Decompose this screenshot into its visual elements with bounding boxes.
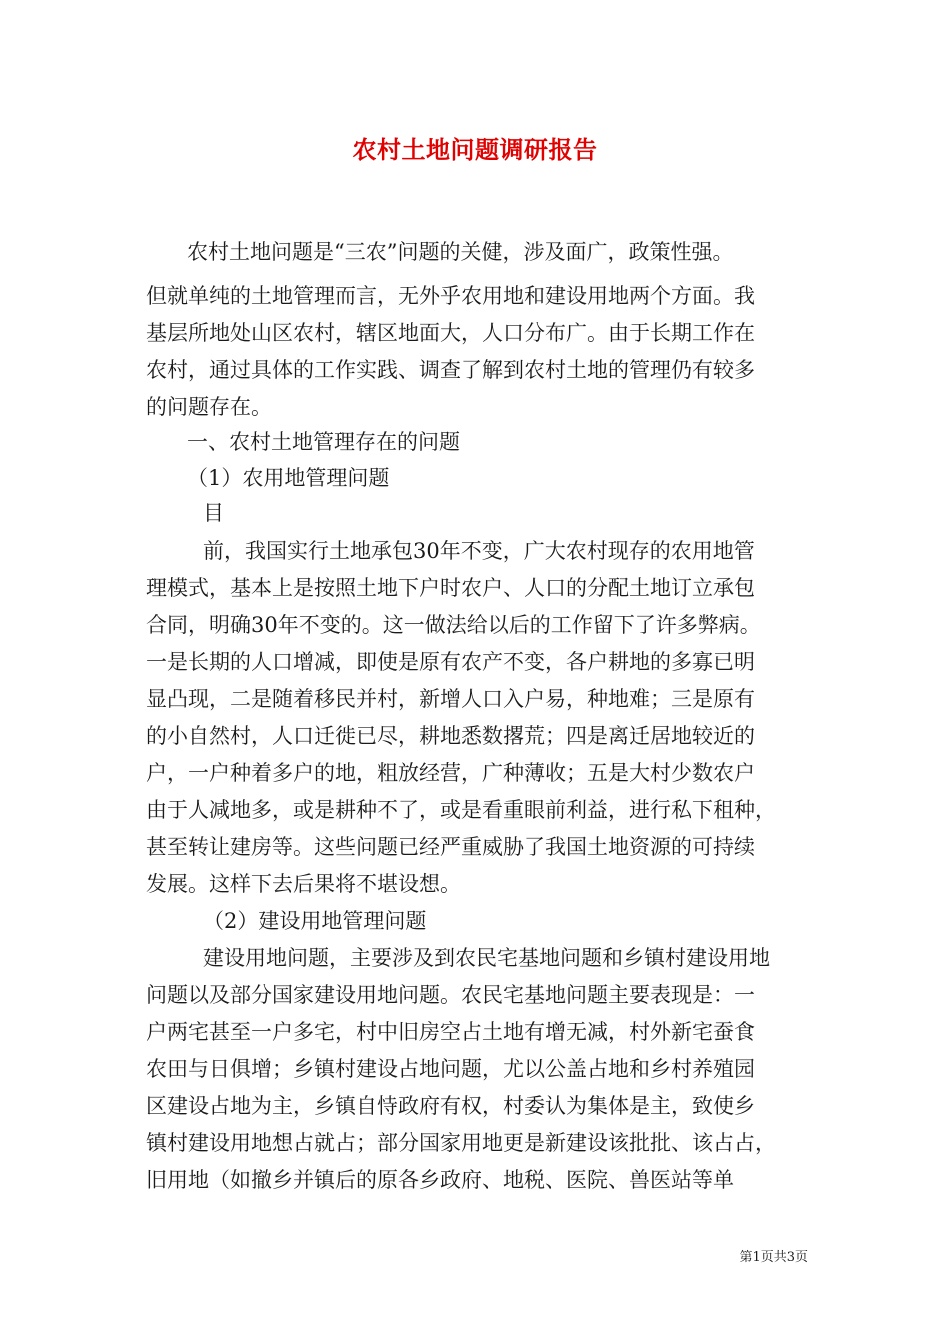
section-heading: 一、农村土地管理存在的问题	[187, 430, 460, 454]
body-line: 目	[203, 501, 224, 525]
body-line: 理模式，基本上是按照土地下户时农户、人口的分配土地订立承包	[146, 576, 755, 600]
body-line: 农村，通过具体的工作实践、调查了解到农村土地的管理仍有较多	[146, 358, 755, 382]
body-line: 基层所地处山区农村，辖区地面大，人口分布广。由于长期工作在	[146, 321, 755, 345]
body-line: 问题以及部分国家建设用地问题。农民宅基地问题主要表现是：一	[146, 983, 755, 1007]
body-line: 显凸现，二是随着移民并村，新增人口入户易，种地难；三是原有	[146, 687, 755, 711]
body-line: 一是长期的人口增减，即使是原有农产不变，各户耕地的多寡已明	[146, 650, 755, 674]
page-title: 农村土地问题调研报告	[352, 135, 598, 164]
body-line: 的小自然村，人口迁徙已尽，耕地悉数撂荒；四是离迁居地较近的	[146, 724, 755, 748]
subsection-heading: （2）建设用地管理问题	[203, 909, 427, 933]
body-line: 合同，明确30年不变的。这一做法给以后的工作留下了许多弊病。	[146, 613, 761, 637]
subsection-heading: （1）农用地管理问题	[187, 466, 390, 490]
body-line: 农村土地问题是“三农”问题的关健，涉及面广，政策性强。	[187, 240, 734, 264]
body-line: 的问题存在。	[146, 395, 272, 419]
body-line: 建设用地问题，主要涉及到农民宅基地问题和乡镇村建设用地	[203, 946, 770, 970]
page-number: 第1页共3页	[739, 1250, 808, 1265]
body-line: 镇村建设用地想占就占；部分国家用地更是新建设该批批、该占占，	[146, 1131, 776, 1155]
body-line: 发展。这样下去后果将不堪设想。	[146, 872, 461, 896]
body-line: 户两宅甚至一户多宅，村中旧房空占土地有增无减，村外新宅蚕食	[146, 1020, 755, 1044]
body-line: 甚至转让建房等。这些问题已经严重威胁了我国土地资源的可持续	[146, 835, 755, 859]
body-line: 但就单纯的土地管理而言，无外乎农用地和建设用地两个方面。我	[146, 284, 755, 308]
body-line: 由于人减地多，或是耕种不了，或是看重眼前利益，进行私下租种，	[146, 798, 776, 822]
body-line: 户，一户种着多户的地，粗放经营，广种薄收；五是大村少数农户	[146, 761, 755, 785]
body-line: 旧用地（如撤乡并镇后的原各乡政府、地税、医院、兽医站等单	[146, 1168, 734, 1192]
body-line: 区建设占地为主，乡镇自恃政府有权，村委认为集体是主，致使乡	[146, 1094, 755, 1118]
body-line: 农田与日俱增；乡镇村建设占地问题，尤以公盖占地和乡村养殖园	[146, 1057, 755, 1081]
body-line: 前，我国实行土地承包30年不变，广大农村现存的农用地管	[203, 539, 755, 563]
